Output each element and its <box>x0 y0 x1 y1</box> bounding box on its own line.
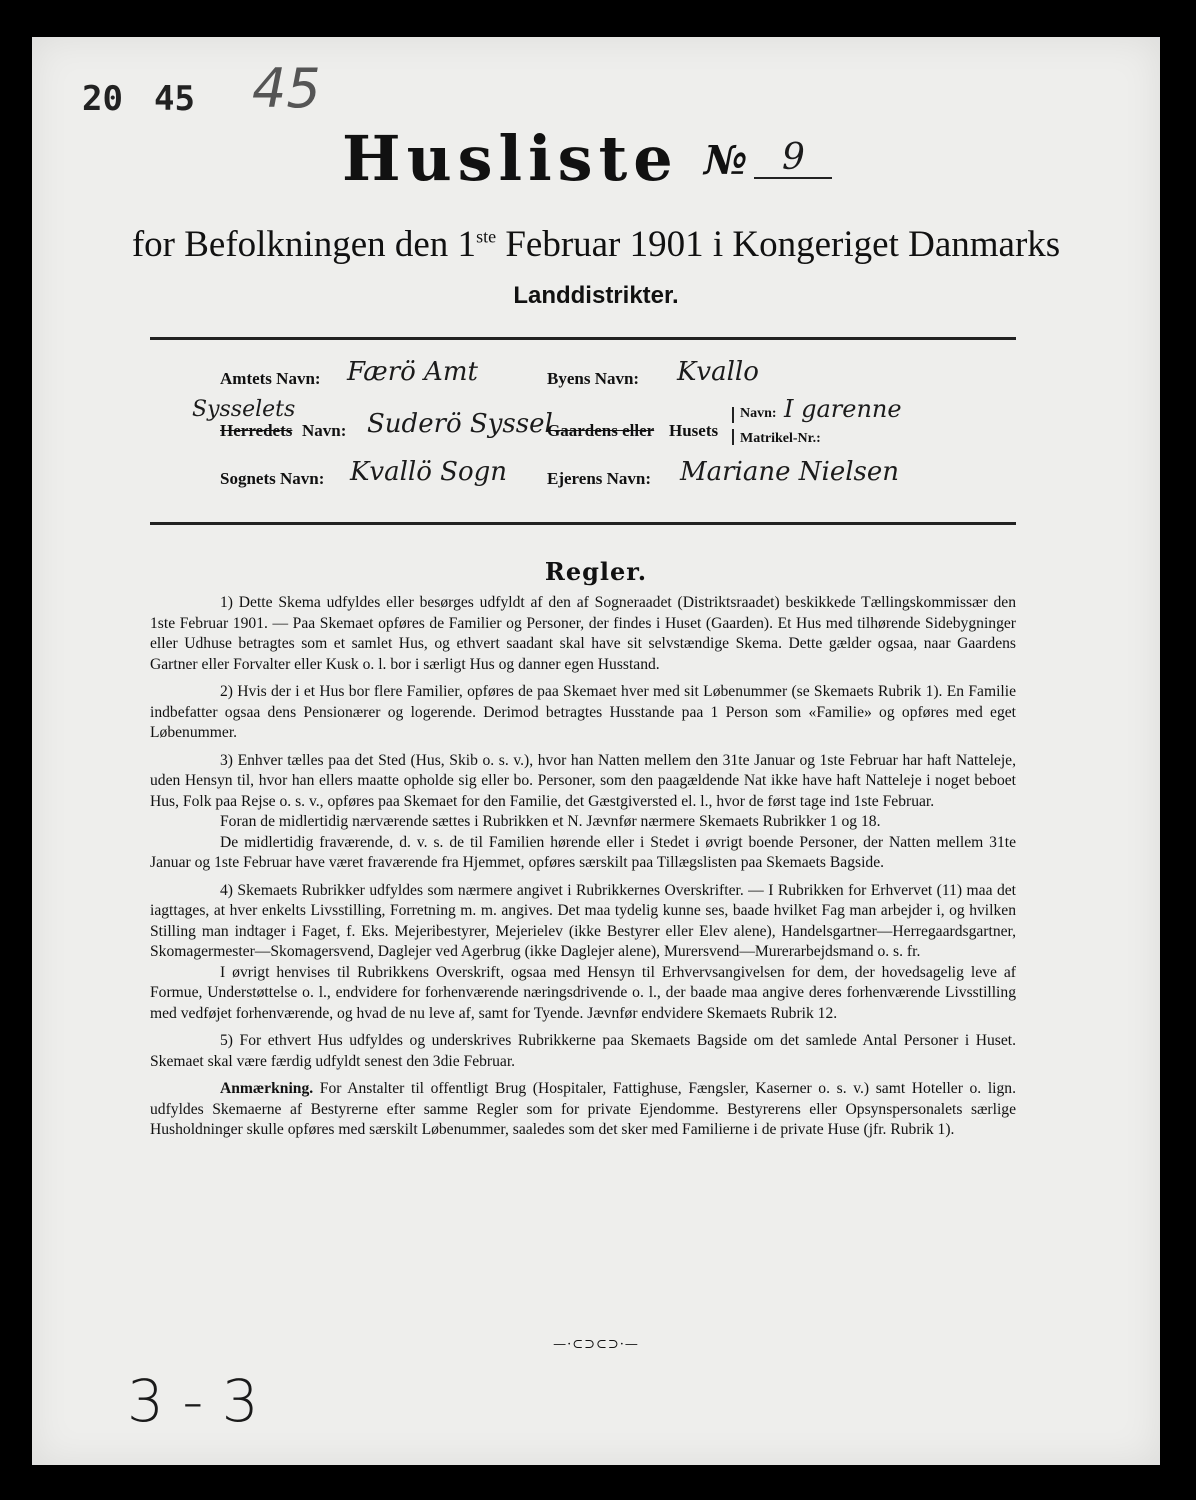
census-form-page <box>32 37 1160 1465</box>
husets-label: Husets <box>669 421 719 440</box>
sogn-label: Sognets Navn: <box>220 469 325 488</box>
rule-3c: De midlertidig fraværende, d. v. s. de til Familien hørende eller i Stedet i øvrigt boende Personer, der Natten mellem 31te Januar og 1ste Februar have været fraværende fra Hjemmet, opføres særskilt paa Tillægslisten paa Skemaets Bagside. <box>150 833 1016 871</box>
subtitle-sup: ste <box>476 226 497 247</box>
matrikel-label: Matrikel-Nr.: <box>740 431 821 446</box>
sogn-value: Kvallö Sogn <box>350 457 508 487</box>
annotation-label: Anmærkning. <box>220 1080 314 1097</box>
subtitle-text-2: Februar 1901 i Kongeriget Danmarks <box>496 224 1061 265</box>
herred-label: Herredets <box>220 421 293 440</box>
gaard-label-struck: Gaardens eller <box>547 421 655 440</box>
amt-label: Amtets Navn: <box>220 369 321 388</box>
annotation-text: For Anstalter til offentligt Brug (Hospitaler, Fattighuse, Fængsler, Kaserner o. s. v.) samt Hoteller o. lign. udfyldes Skemaerne af Bestyrerne efter samme Regler som for private Ejendomme. Bestyrerens eller Opsynspersonalets særlige Husholdninger skulle opføres med særskilt Løbenummer, saaledes som det sker med Familierne i de private Huse (jfr. Rubrik 1). <box>150 1080 1016 1138</box>
amt-value: Færö Amt <box>347 357 478 387</box>
byens-value: Kvallo <box>677 357 759 387</box>
rule-1: 1) Dette Skema udfyldes eller besørges udfyldt af den af Sogneraadet (Distriktsraadet) beskikkede Tællingskommissær den 1ste Februar 1901. — Paa Skemaet opføres de Familier og Personer, der findes i Huset (Gaarden). Et Hus med tilhørende Sidebygninger eller Udhuse betragtes som et samlet Hus, og ethvert saadant skal have sit selvstændige Skema. Dette gælder ogsaa, naar Gaardens Gartner eller Forvalter eller Kusk o. l. bor i særligt Hus og danner egen Husstand. <box>150 594 1016 673</box>
byens-label: Byens Navn: <box>547 369 640 388</box>
bracket-bar-1 <box>732 407 734 423</box>
ejer-value: Mariane Nielsen <box>680 457 900 487</box>
middle-divider <box>150 522 1016 525</box>
herred-value: Suderö Syssel <box>367 409 553 439</box>
regler-heading: Regler. <box>544 557 648 586</box>
top-divider <box>150 337 1016 340</box>
rule-5: 5) For ethvert Hus udfyldes og underskrives Rubrikkerne paa Skemaets Bagside om det samlede Antal Personer i Huset. Skemaet skal være færdig udfyldt senest den 3die Februar. <box>150 1032 1016 1070</box>
husets-navn-label: Navn: <box>740 406 777 421</box>
annotation-note <box>150 1079 1016 1141</box>
form-title: Husliste <box>342 122 679 195</box>
form-subtitle <box>32 223 1160 266</box>
list-number-value: 9 <box>782 137 805 178</box>
subtitle-text-1: for Befolkningen den 1 <box>131 224 477 265</box>
rule-4: 4) Skemaets Rubrikker udfyldes som nærmere angivet i Rubrikkernes Overskrifter. — I Rubrikken for Erhvervet (11) maa det iagttages, at hver enkelts Livsstilling, Forretning m. m. angives. Det maa tydelig kunne ses, baade hvilket Fag man arbejder i, og hvilken Stilling man indtager i Faget, f. Eks. Mejeribestyrer, Mejerielev (ikke Bestyrer eller Elev alene), Handelsgartner—Herregaardsgartner, Skomagermester—Skomagersvend, Daglejer ved Agerbrug (ikke Daglejer alene), Murersvend—Murerarbejdsmand o. s. fr. <box>150 881 1016 960</box>
rule-4b: I øvrigt henvises til Rubrikkens Overskrift, ogsaa med Hensyn til Erhvervsangivelsen for dem, der hovedsagelig leve af Formue, Understøttelse o. l., endvidere for forhenværende næringsdrivende o. l., der baade maa angive deres forhenværende Livsstilling med vedføjet forhenværende, og hvad de nu leve af, samt for Tyende. Jævnfør endvidere Skemaets Rubrik 12. <box>150 963 1016 1022</box>
stamp-number-right: 45 <box>154 79 195 119</box>
rule-3: 3) Enhver tælles paa det Sted (Hus, Skib o. s. v.), hvor han Natten mellem den 31te Januar og 1ste Februar har haft Natteleje, uden Hensyn til, hvor han ellers maatte opholde sig eller bo. Personer, som den paagældende Nat ikke have haft Natteleje i noget beboet Hus, Folk paa Rejse o. s. v., opføres paa Skemaet for den Familie, det Gæstgiversted el. l., hvor de først tage ind 1ste Februar. <box>150 751 1016 810</box>
husets-navn-value: I garenne <box>784 395 902 423</box>
bottom-pencil-note: 3 - 3 <box>127 1367 259 1435</box>
herred-navn-label: Navn: <box>302 421 347 440</box>
rule-2: 2) Hvis der i et Hus bor flere Familier, opføres de paa Skemaet hver med sit Løbenummer (se Skemaets Rubrik 1). En Familie indbefatter ogsaa dens Pensionærer og logerende. Derimod betragtes Husstande paa 1 Person som «Familie» og opføres med eget Løbenummer. <box>150 683 1016 741</box>
number-mark: № <box>704 137 748 184</box>
ornament-divider: —·⊂⊃⊂⊃·— <box>553 1337 639 1352</box>
rules-body <box>150 593 1016 1148</box>
herred-handwritten: Sysselets <box>192 397 296 422</box>
ejer-label: Ejerens Navn: <box>547 469 652 488</box>
stamp-number-left: 20 <box>82 79 123 119</box>
pencil-number: 45 <box>252 57 321 120</box>
district-heading: Landdistrikter. <box>513 282 679 309</box>
bracket-bar-2 <box>732 429 734 445</box>
rule-3b: Foran de midlertidig nærværende sættes i Rubrikken et N. Jævnfør nærmere Skemaets Rubrikker 1 og 18. <box>220 813 881 830</box>
